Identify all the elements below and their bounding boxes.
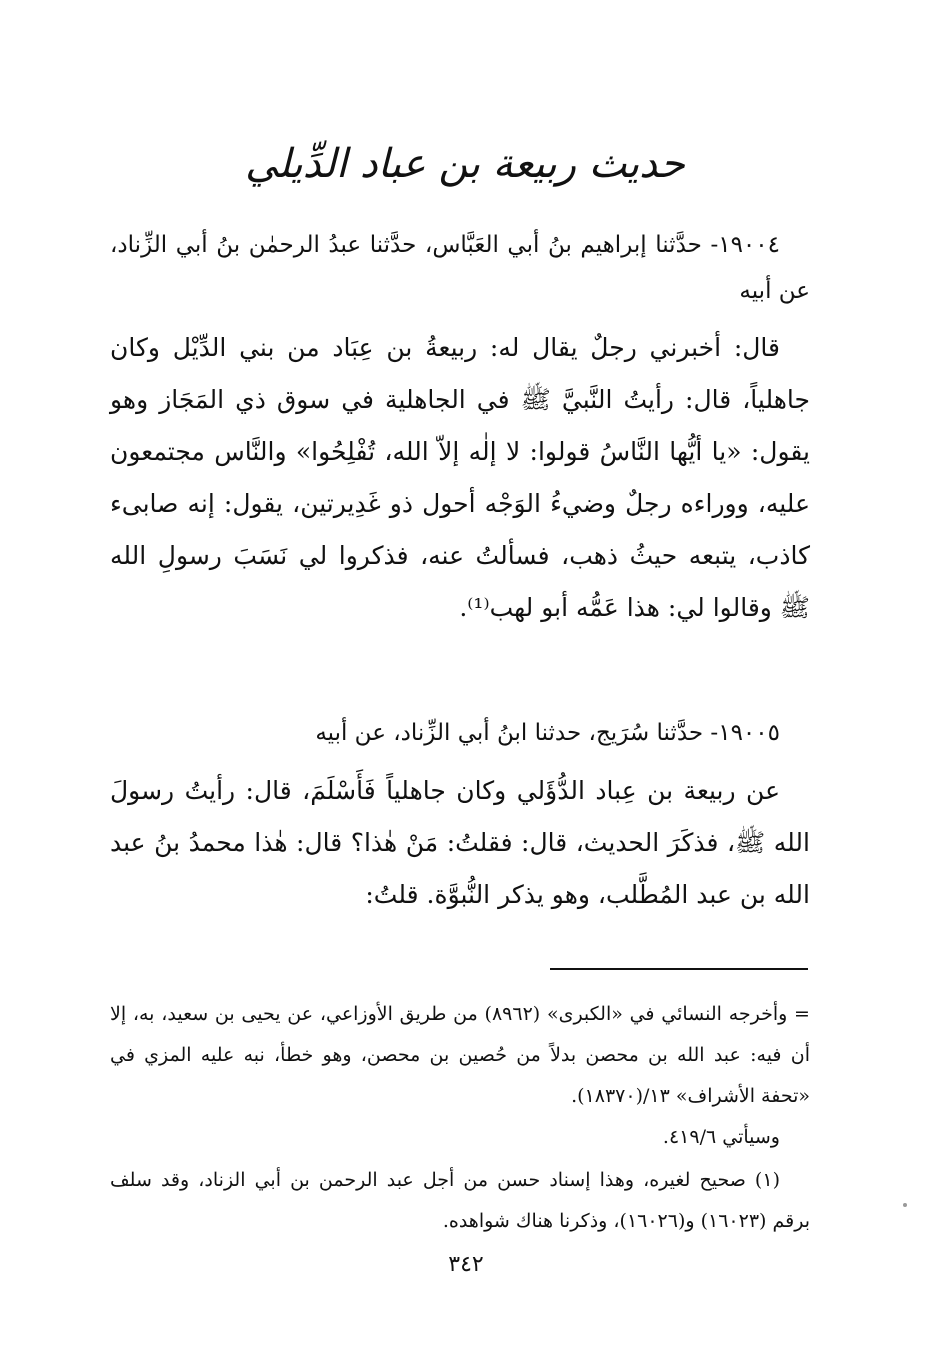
hadith-19005-chain: ١٩٠٠٥- حدَّثنا سُرَيج، حدثنا ابنُ أبي الزِّناد، عن أبيه: [315, 720, 780, 746]
footnote-separator: [550, 968, 808, 970]
hadith-19005-body: عن ربيعة بن عِباد الدُّؤَلي وكان جاهلياً فَأَسْلَمَ، قال: رأيتُ رسولَ الله ﷺ، فذكَرَ الحديث، قال: فقلتُ: مَنْ هٰذا؟ قال: هٰذا محمدُ بنُ عبد الله بن عبد المُطَّلب، وهو يذكر النُّبوَّة. قلتُ:: [110, 776, 810, 909]
hadith-19004-body: قال: أخبرني رجلٌ يقال له: ربيعةُ بن عِبَاد من بني الدِّيْل وكان جاهلياً، قال: رأيتُ النَّبيَّ ﷺ في الجاهلية في سوق ذي المَجَاز وهو يقول: «يا أيُّها النَّاسُ قولوا: لا إلٰه إلاّ الله، تُفْلِحُوا» والنَّاس مجتمعون عليه، ووراءه رجلٌ وضيءُ الوَجْه أحول ذو غَدِيرتين، يقول: إنه صابىء كاذب، يتبعه حيثُ ذهب، فسألتُ عنه، فذكروا لي نَسَبَ رسولِ الله ﷺ وقالوا لي: هذا عَمُّه أبو لهب⁽¹⁾.: [110, 333, 810, 622]
scan-speck: [903, 1203, 907, 1207]
footnote-see-also: وسيأتي ٤١٩/٦.: [662, 1126, 780, 1148]
footnote-1: (١) صحيح لغيره، وهذا إسناد حسن من أجل عبد الرحمن بن أبي الزناد، وقد سلف برقم (١٦٠٢٣) و(١٦٠٢٦)، وذكرنا هناك شواهده.: [110, 1169, 810, 1232]
chapter-heading: حديث ربيعة بن عباد الدِّيلي: [245, 141, 685, 187]
hadith-19004-chain: ١٩٠٠٤- حدَّثنا إبراهيم بنُ أبي العَبَّاس، حدَّثنا عبدُ الرحمٰن بنُ أبي الزِّناد، عن أبيه: [110, 232, 810, 304]
page-number: ٣٤٢: [448, 1252, 484, 1277]
footnote-continuation: = وأخرجه النسائي في «الكبرى» (٨٩٦٢) من طريق الأوزاعي، عن يحيى بن سعيد، به، إلا أن فيه: عبد الله بن محصن بدلاً من حُصين بن محصن، وهو خطأ، نبه عليه المزي في «تحفة الأشراف» ١٣/(١٨٣٧٠).: [110, 1003, 810, 1107]
